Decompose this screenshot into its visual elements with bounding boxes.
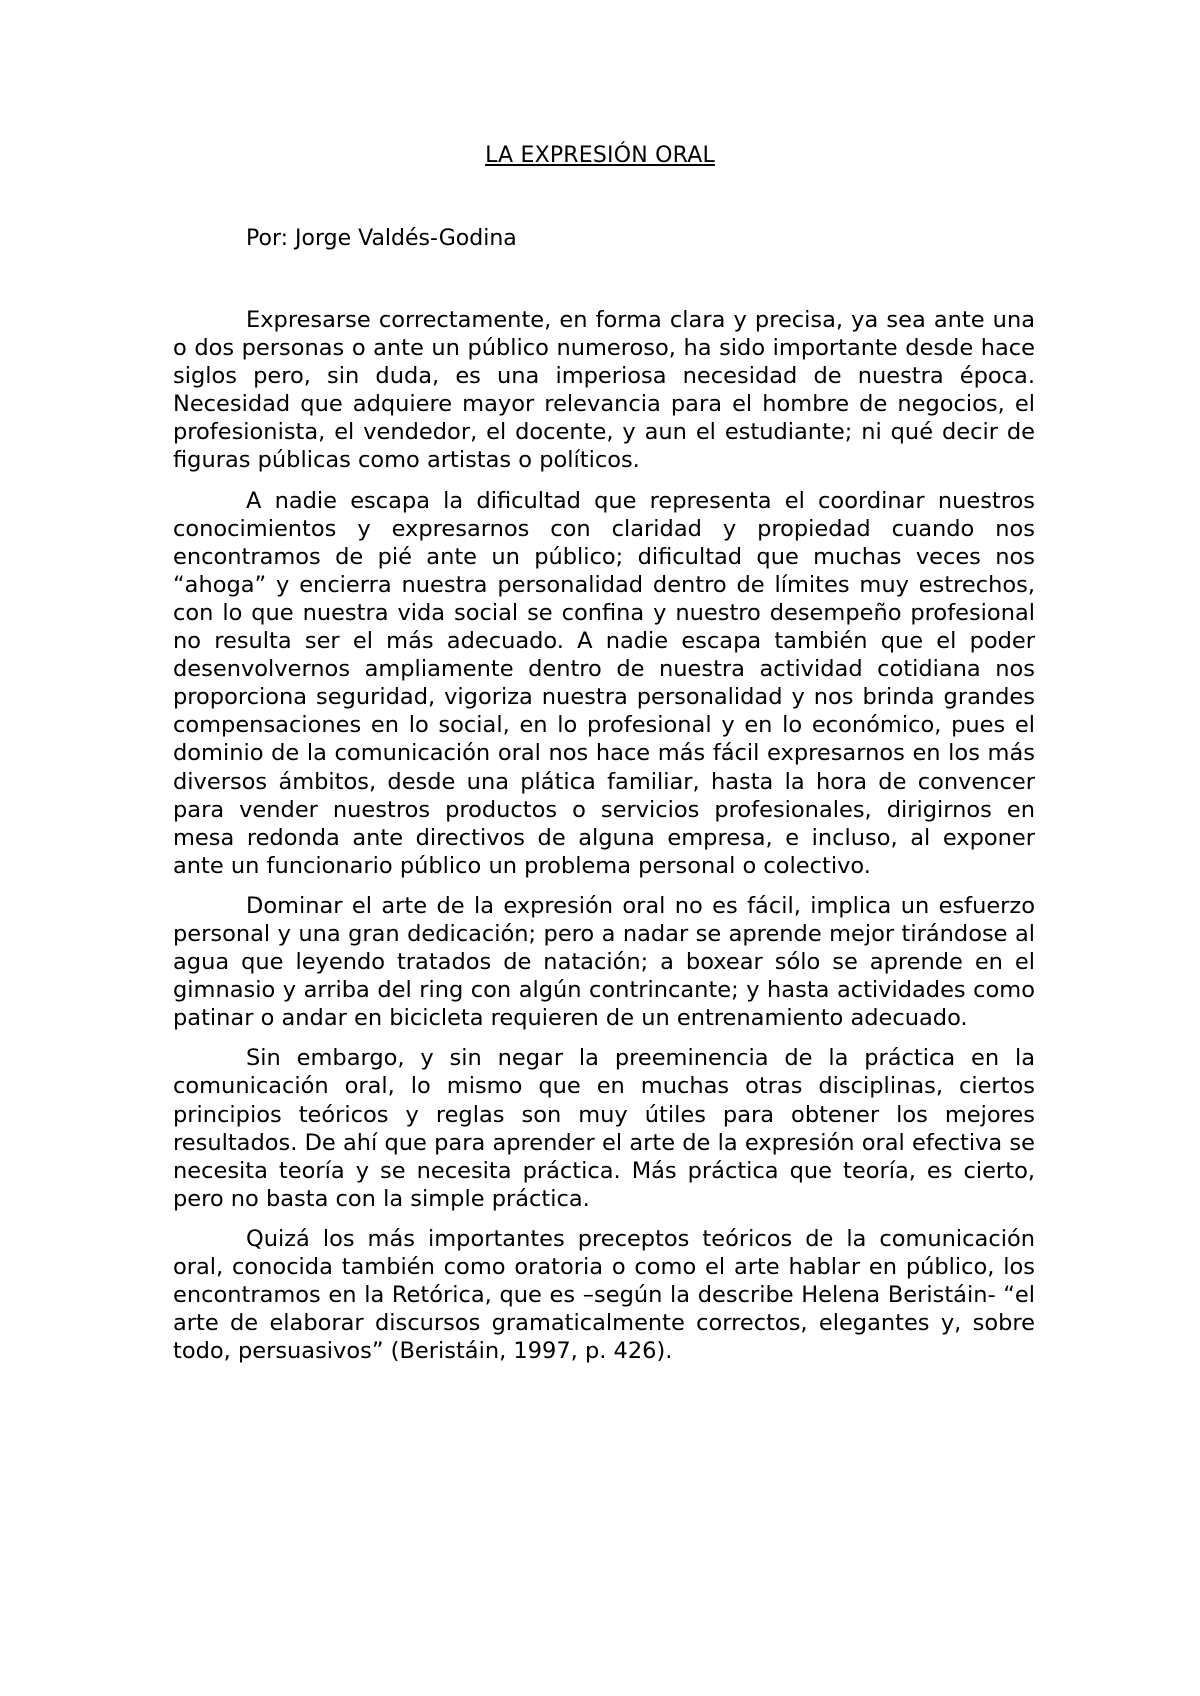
paragraph: Dominar el arte de la expresión oral no es fácil, implica un esfuerzo personal y una gran dedicación; pero a nadar se aprende mejor tirándose al agua que leyendo tratados de natación; a boxear sólo se aprende en el gimnasio y arriba del ring con algún contrincante; y hasta actividades como patinar o andar en bicicleta requieren de un entrenamiento adecuado. — [173, 892, 1035, 1032]
paragraph: Sin embargo, y sin negar la preeminencia de la práctica en la comunicación oral, lo mismo que en muchas otras disciplinas, ciertos principios teóricos y reglas son muy útiles para obtener los mejores resultados. De ahí que para aprender el arte de la expresión oral efectiva se necesita teoría y se necesita práctica. Más práctica que teoría, es cierto, pero no basta con la simple práctica. — [173, 1045, 1035, 1212]
paragraph: Expresarse correctamente, en forma clara y precisa, ya sea ante una o dos personas o ante un público numeroso, ha sido importante desde hace siglos pero, sin duda, es una imperiosa necesidad de nuestra época. Necesidad que adquiere mayor relevancia para el hombre de negocios, el profesionista, el vendedor, el docente, y aun el estudiante; ni qué decir de figuras públicas como artistas o políticos. — [173, 307, 1035, 474]
document-title: LA EXPRESIÓN ORAL — [485, 143, 715, 168]
document-body — [173, 306, 1035, 1377]
author-byline: Por: Jorge Valdés-Godina — [246, 226, 517, 251]
paragraph: A nadie escapa la dificultad que representa el coordinar nuestros conocimientos y expresarnos con claridad y propiedad cuando nos encontramos de pié ante un público; dificultad que muchas veces nos “ahoga” y encierra nuestra personalidad dentro de límites muy estrechos, con lo que nuestra vida social se confina y nuestro desempeño profesional no resulta ser el más adecuado. A nadie escapa también que el poder desenvolvernos ampliamente dentro de nuestra actividad cotidiana nos proporciona seguridad, vigoriza nuestra personalidad y nos brinda grandes compensaciones en lo social, en lo profesional y en lo económico, pues el dominio de la comunicación oral nos hace más fácil expresarnos en los más diversos ámbitos, desde una plática familiar, hasta la hora de convencer para vender nuestros productos o servicios profesionales, dirigirnos en mesa redonda ante directivos de alguna empresa, e incluso, al exponer ante un funcionario público un problema personal o colectivo. — [173, 487, 1035, 879]
paragraph: Quizá los más importantes preceptos teóricos de la comunicación oral, conocida también como oratoria o como el arte hablar en público, los encontramos en la Retórica, que es –según la describe Helena Beristáin- “el arte de elaborar discursos gramaticalmente correctos, elegantes y, sobre todo, persuasivos” (Beristáin, 1997, p. 426). — [173, 1225, 1035, 1365]
